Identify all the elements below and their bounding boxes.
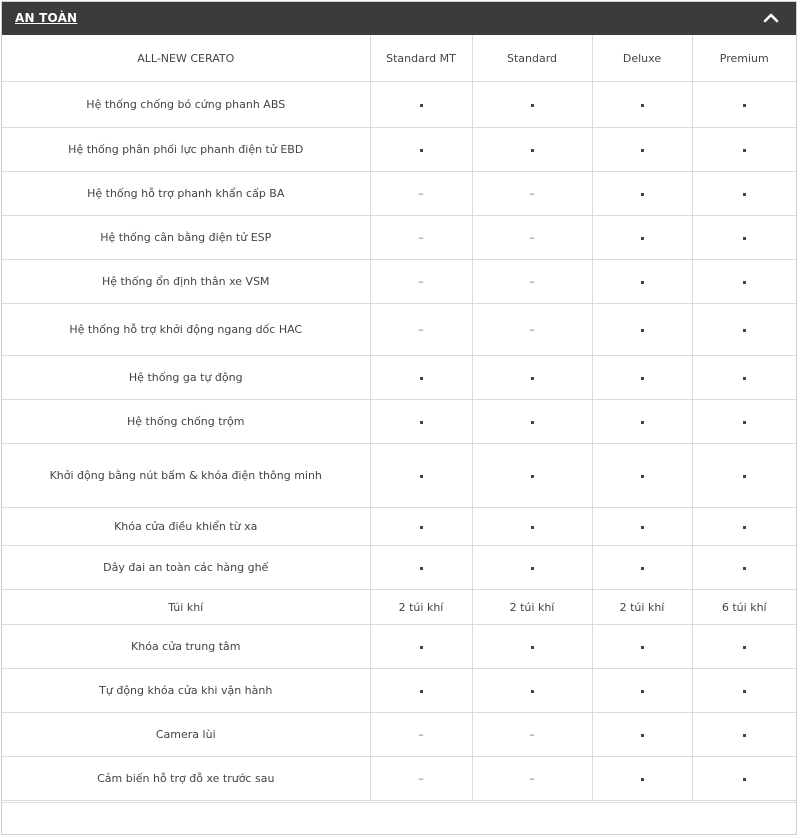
feature-label: Hệ thống ga tự động <box>2 356 370 400</box>
feature-value-text: 2 túi khí <box>592 590 692 625</box>
feature-value <box>370 757 472 801</box>
feature-value <box>692 669 796 713</box>
feature-value <box>692 444 796 508</box>
available-dot <box>743 421 746 424</box>
feature-value-text: 2 túi khí <box>370 590 472 625</box>
not-available-dash: – <box>418 275 424 288</box>
feature-value <box>370 216 472 260</box>
feature-value <box>592 669 692 713</box>
feature-value <box>592 400 692 444</box>
feature-value <box>692 128 796 172</box>
available-dot <box>420 646 423 649</box>
feature-value <box>472 216 592 260</box>
feature-value <box>692 356 796 400</box>
feature-value <box>472 172 592 216</box>
feature-value <box>472 128 592 172</box>
available-dot <box>641 778 644 781</box>
feature-value <box>592 625 692 669</box>
table-row <box>2 508 796 546</box>
feature-value-text: 2 túi khí <box>472 590 592 625</box>
feature-value <box>592 82 692 128</box>
feature-value <box>370 172 472 216</box>
not-available-dash: – <box>529 323 535 336</box>
feature-value <box>370 128 472 172</box>
table-row <box>2 669 796 713</box>
available-dot <box>743 690 746 693</box>
feature-value <box>692 260 796 304</box>
feature-value <box>692 82 796 128</box>
available-dot <box>531 475 534 478</box>
feature-value <box>692 304 796 356</box>
table-header-row <box>2 35 796 82</box>
chevron-up-icon[interactable] <box>762 10 780 26</box>
available-dot <box>743 377 746 380</box>
feature-value <box>692 713 796 757</box>
feature-value <box>472 82 592 128</box>
table-row <box>2 260 796 304</box>
table-row <box>2 82 796 128</box>
feature-value-text: 6 túi khí <box>692 590 796 625</box>
available-dot <box>641 281 644 284</box>
available-dot <box>743 237 746 240</box>
feature-value <box>472 304 592 356</box>
available-dot <box>641 475 644 478</box>
feature-value <box>370 508 472 546</box>
column-header-trim: Deluxe <box>592 35 692 82</box>
feature-value <box>592 508 692 546</box>
available-dot <box>743 734 746 737</box>
table-row <box>2 546 796 590</box>
available-dot <box>420 526 423 529</box>
available-dot <box>743 281 746 284</box>
available-dot <box>641 377 644 380</box>
table-footer <box>2 802 796 835</box>
available-dot <box>531 646 534 649</box>
feature-value <box>692 172 796 216</box>
feature-label: Khóa cửa trung tâm <box>2 625 370 669</box>
feature-label: Hệ thống phân phối lực phanh điện tử EBD <box>2 128 370 172</box>
feature-label: Camera lùi <box>2 713 370 757</box>
not-available-dash: – <box>418 772 424 785</box>
available-dot <box>420 104 423 107</box>
feature-value <box>592 216 692 260</box>
table-row <box>2 216 796 260</box>
available-dot <box>641 329 644 332</box>
feature-value <box>370 82 472 128</box>
not-available-dash: – <box>529 187 535 200</box>
feature-value <box>370 713 472 757</box>
feature-value <box>592 128 692 172</box>
feature-value <box>472 546 592 590</box>
feature-value <box>692 216 796 260</box>
table-row <box>2 172 796 216</box>
not-available-dash: – <box>418 728 424 741</box>
feature-value <box>472 444 592 508</box>
feature-value <box>592 356 692 400</box>
feature-value <box>592 713 692 757</box>
section-header[interactable] <box>2 2 796 35</box>
table-row <box>2 444 796 508</box>
table-row <box>2 400 796 444</box>
available-dot <box>420 377 423 380</box>
available-dot <box>641 646 644 649</box>
not-available-dash: – <box>529 772 535 785</box>
feature-value <box>472 400 592 444</box>
available-dot <box>641 690 644 693</box>
available-dot <box>531 104 534 107</box>
feature-value <box>370 356 472 400</box>
available-dot <box>743 193 746 196</box>
feature-value <box>370 669 472 713</box>
feature-value <box>472 669 592 713</box>
feature-value <box>370 260 472 304</box>
feature-label: Khởi động bằng nút bấm & khóa điện thông minh <box>2 444 370 508</box>
available-dot <box>531 526 534 529</box>
available-dot <box>743 646 746 649</box>
feature-value <box>472 757 592 801</box>
available-dot <box>743 104 746 107</box>
feature-label: Tự động khóa cửa khi vận hành <box>2 669 370 713</box>
spec-table <box>2 35 796 801</box>
available-dot <box>743 475 746 478</box>
column-header-model: ALL-NEW CERATO <box>2 35 370 82</box>
feature-value <box>692 508 796 546</box>
available-dot <box>420 690 423 693</box>
feature-label: Khóa cửa điều khiển từ xa <box>2 508 370 546</box>
feature-value <box>692 625 796 669</box>
feature-value <box>370 444 472 508</box>
available-dot <box>743 149 746 152</box>
feature-label: Hệ thống cân bằng điện tử ESP <box>2 216 370 260</box>
feature-label: Túi khí <box>2 590 370 625</box>
feature-label: Dây đai an toàn các hàng ghế <box>2 546 370 590</box>
feature-value <box>472 356 592 400</box>
table-row <box>2 590 796 625</box>
feature-value <box>370 304 472 356</box>
column-header-trim: Premium <box>692 35 796 82</box>
not-available-dash: – <box>418 323 424 336</box>
table-row <box>2 713 796 757</box>
feature-value <box>472 508 592 546</box>
feature-value <box>472 713 592 757</box>
feature-value <box>370 625 472 669</box>
column-header-trim: Standard <box>472 35 592 82</box>
available-dot <box>641 526 644 529</box>
not-available-dash: – <box>529 231 535 244</box>
feature-value <box>692 757 796 801</box>
feature-value <box>472 260 592 304</box>
feature-label: Cảm biến hỗ trợ đỗ xe trước sau <box>2 757 370 801</box>
not-available-dash: – <box>418 187 424 200</box>
feature-label: Hệ thống chống trộm <box>2 400 370 444</box>
feature-value <box>592 546 692 590</box>
feature-value <box>370 546 472 590</box>
available-dot <box>531 149 534 152</box>
feature-label: Hệ thống chống bó cứng phanh ABS <box>2 82 370 128</box>
available-dot <box>531 377 534 380</box>
available-dot <box>420 567 423 570</box>
feature-value <box>692 400 796 444</box>
feature-value <box>592 757 692 801</box>
not-available-dash: – <box>529 275 535 288</box>
feature-value <box>592 172 692 216</box>
section-title[interactable]: AN TOÀN <box>15 11 78 25</box>
available-dot <box>743 567 746 570</box>
available-dot <box>743 329 746 332</box>
available-dot <box>641 734 644 737</box>
feature-value <box>592 304 692 356</box>
available-dot <box>641 237 644 240</box>
safety-panel <box>1 1 797 835</box>
not-available-dash: – <box>418 231 424 244</box>
table-row <box>2 757 796 801</box>
feature-value <box>370 400 472 444</box>
feature-value <box>592 260 692 304</box>
available-dot <box>531 690 534 693</box>
feature-value <box>692 546 796 590</box>
available-dot <box>641 421 644 424</box>
table-row <box>2 304 796 356</box>
available-dot <box>420 475 423 478</box>
feature-label: Hệ thống hỗ trợ khởi động ngang dốc HAC <box>2 304 370 356</box>
not-available-dash: – <box>529 728 535 741</box>
table-row <box>2 356 796 400</box>
available-dot <box>420 421 423 424</box>
available-dot <box>743 778 746 781</box>
available-dot <box>641 149 644 152</box>
feature-value <box>472 625 592 669</box>
feature-label: Hệ thống ổn định thân xe VSM <box>2 260 370 304</box>
table-row <box>2 128 796 172</box>
column-header-trim: Standard MT <box>370 35 472 82</box>
feature-label: Hệ thống hỗ trợ phanh khẩn cấp BA <box>2 172 370 216</box>
available-dot <box>743 526 746 529</box>
table-row <box>2 625 796 669</box>
available-dot <box>641 193 644 196</box>
available-dot <box>641 104 644 107</box>
available-dot <box>641 567 644 570</box>
feature-value <box>592 444 692 508</box>
available-dot <box>531 567 534 570</box>
available-dot <box>531 421 534 424</box>
available-dot <box>420 149 423 152</box>
